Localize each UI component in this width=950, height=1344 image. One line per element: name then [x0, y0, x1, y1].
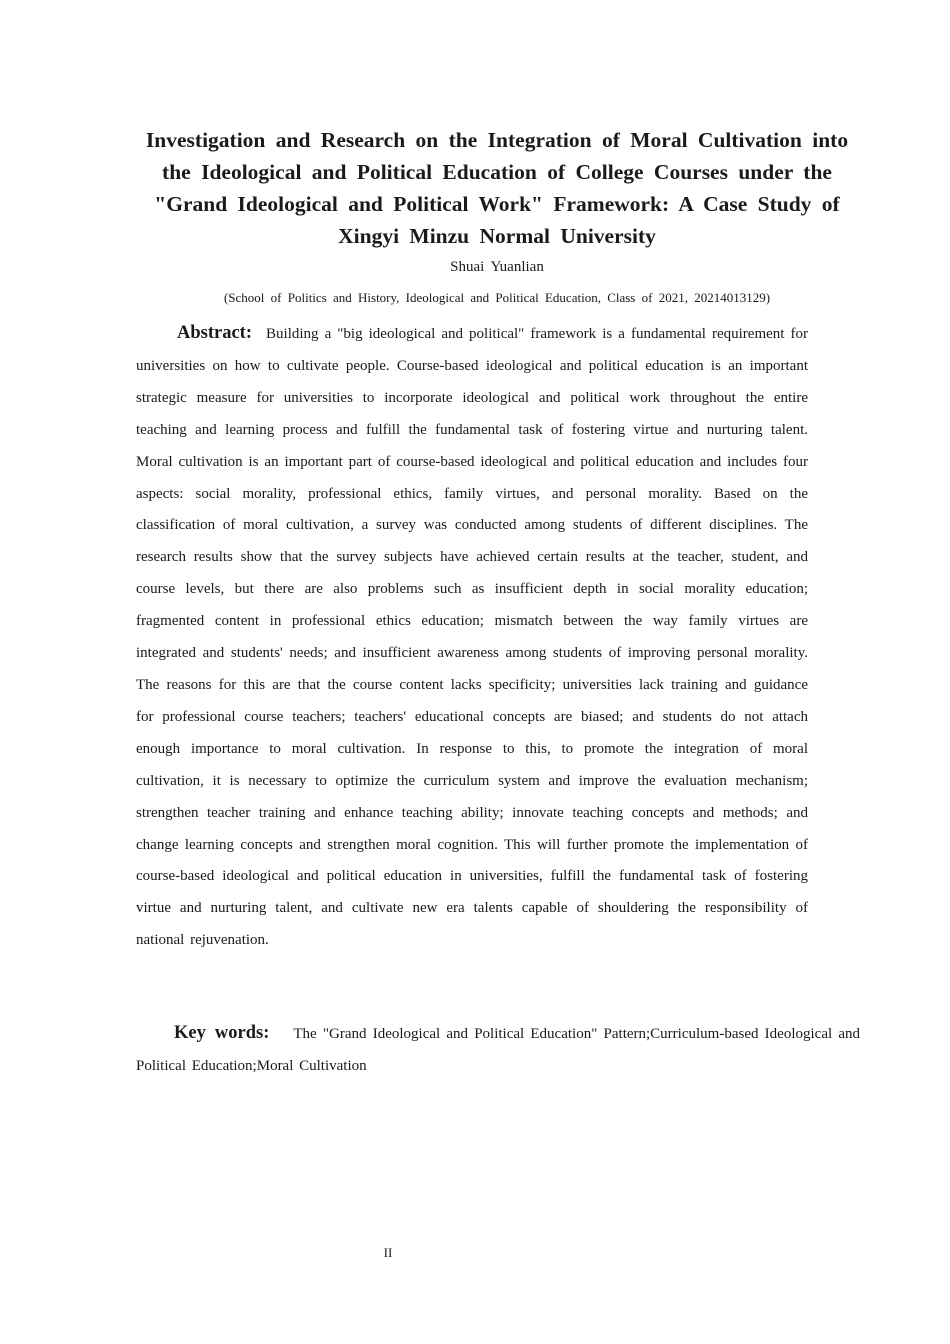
keywords-paragraph	[136, 1018, 860, 1082]
page-number: II	[383, 1245, 393, 1260]
abstract-label: Abstract:	[177, 323, 253, 343]
author-affiliation: (School of Politics and History, Ideological and Political Education, Class of 2021, 20214013129)	[223, 290, 771, 305]
paper-title: Investigation and Research on the Integration of Moral Cultivation into the Ideological and Political Education of College Courses under the "Grand Ideological and Political Work" Framework: A Case Study of Xingyi Minzu Normal University	[145, 128, 849, 248]
keywords-label: Key words:	[174, 1023, 270, 1043]
abstract-paragraph	[136, 318, 808, 957]
author-name: Shuai Yuanlian	[450, 259, 544, 275]
keywords-text: The "Grand Ideological and Political Education" Pattern;Curriculum-based Ideological and Political Education;Moral Cultivation	[136, 1026, 860, 1074]
abstract-text: Building a "big ideological and political" framework is a fundamental requirement for universities on how to cultivate people. Course-based ideological and political education is an important strategic measure for universities to incorporate ideological and political work throughout the entire teaching and learning process and fulfill the fundamental task of fostering virtue and nurturing talent. Moral cultivation is an important part of course-based ideological and political education and includes four aspects: social morality, professional ethics, family virtues, and personal morality. Based on the classification of moral cultivation, a survey was conducted among students of different disciplines. The research results show that the survey subjects have achieved certain results at the teacher, student, and course levels, but there are also problems such as insufficient depth in social morality education; fragmented content in professional ethics education; mismatch between the way family virtues are integrated and students' needs; and insufficient awareness among students of improving personal morality. The reasons for this are that the course content lacks specificity; universities lack training and guidance for professional course teachers; teachers' educational concepts are biased; and students do not attach enough importance to moral cultivation. In response to this, to promote the integration of moral cultivation, it is necessary to optimize the curriculum system and improve the evaluation mechanism; strengthen teacher training and enhance teaching ability; innovate teaching concepts and methods; and change learning concepts and strengthen moral cognition. This will further promote the implementation of course-based ideological and political education in universities, fulfill the fundamental task of fostering virtue and nurturing talent, and cultivate new era talents capable of shouldering the responsibility of national rejuvenation.	[136, 326, 808, 949]
